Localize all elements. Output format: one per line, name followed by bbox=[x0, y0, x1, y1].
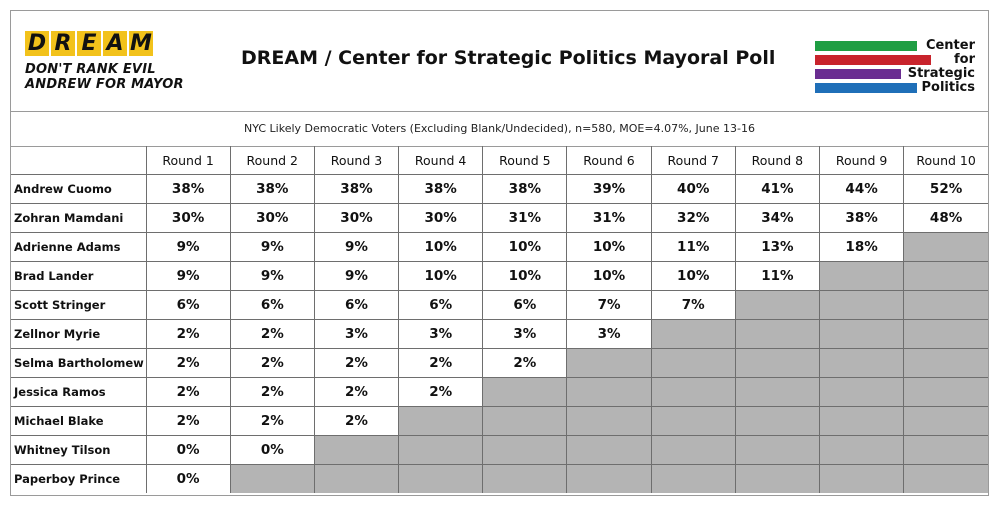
vote-share-cell: 38% bbox=[314, 175, 398, 204]
eliminated-cell bbox=[567, 436, 651, 465]
eliminated-cell bbox=[567, 407, 651, 436]
vote-share-cell: 2% bbox=[483, 349, 567, 378]
poll-table bbox=[11, 146, 988, 493]
eliminated-cell bbox=[230, 465, 314, 494]
eliminated-cell bbox=[483, 465, 567, 494]
eliminated-cell bbox=[399, 407, 483, 436]
vote-share-cell: 40% bbox=[651, 175, 735, 204]
vote-share-cell: 10% bbox=[483, 262, 567, 291]
vote-share-cell: 18% bbox=[820, 233, 904, 262]
eliminated-cell bbox=[904, 349, 988, 378]
vote-share-cell: 6% bbox=[399, 291, 483, 320]
candidate-name: Michael Blake bbox=[11, 407, 146, 436]
eliminated-cell bbox=[820, 320, 904, 349]
candidate-row bbox=[11, 233, 988, 262]
eliminated-cell bbox=[904, 320, 988, 349]
vote-share-cell: 48% bbox=[904, 204, 988, 233]
eliminated-cell bbox=[735, 349, 819, 378]
vote-share-cell: 3% bbox=[483, 320, 567, 349]
eliminated-cell bbox=[904, 262, 988, 291]
vote-share-cell: 2% bbox=[314, 378, 398, 407]
candidate-row bbox=[11, 262, 988, 291]
eliminated-cell bbox=[735, 407, 819, 436]
vote-share-cell: 30% bbox=[230, 204, 314, 233]
vote-share-cell: 10% bbox=[399, 262, 483, 291]
eliminated-cell bbox=[483, 407, 567, 436]
csp-logo-word: for bbox=[954, 52, 975, 67]
csp-color-bar bbox=[815, 69, 901, 79]
eliminated-cell bbox=[567, 378, 651, 407]
vote-share-cell: 44% bbox=[820, 175, 904, 204]
eliminated-cell bbox=[735, 291, 819, 320]
vote-share-cell: 7% bbox=[567, 291, 651, 320]
vote-share-cell: 13% bbox=[735, 233, 819, 262]
vote-share-cell: 30% bbox=[314, 204, 398, 233]
eliminated-cell bbox=[904, 233, 988, 262]
eliminated-cell bbox=[651, 320, 735, 349]
vote-share-cell: 38% bbox=[146, 175, 230, 204]
candidate-name: Scott Stringer bbox=[11, 291, 146, 320]
dream-letter-tile: E bbox=[77, 31, 101, 56]
csp-logo-word: Politics bbox=[921, 80, 975, 95]
dream-letter-tile: D bbox=[25, 31, 49, 56]
csp-logo-word: Center bbox=[925, 38, 975, 53]
vote-share-cell: 7% bbox=[651, 291, 735, 320]
header-corner-cell bbox=[11, 146, 146, 175]
candidate-name: Selma Bartholomew bbox=[11, 349, 146, 378]
vote-share-cell: 10% bbox=[399, 233, 483, 262]
eliminated-cell bbox=[314, 465, 398, 494]
poll-frame bbox=[10, 10, 989, 496]
round-header: Round 7 bbox=[651, 146, 735, 175]
vote-share-cell: 6% bbox=[230, 291, 314, 320]
vote-share-cell: 9% bbox=[314, 233, 398, 262]
eliminated-cell bbox=[567, 465, 651, 494]
vote-share-cell: 0% bbox=[146, 465, 230, 494]
vote-share-cell: 11% bbox=[735, 262, 819, 291]
vote-share-cell: 39% bbox=[567, 175, 651, 204]
vote-share-cell: 2% bbox=[399, 378, 483, 407]
round-header: Round 5 bbox=[483, 146, 567, 175]
candidate-name: Jessica Ramos bbox=[11, 378, 146, 407]
vote-share-cell: 9% bbox=[314, 262, 398, 291]
vote-share-cell: 9% bbox=[230, 262, 314, 291]
vote-share-cell: 2% bbox=[230, 320, 314, 349]
vote-share-cell: 31% bbox=[483, 204, 567, 233]
vote-share-cell: 6% bbox=[483, 291, 567, 320]
vote-share-cell: 0% bbox=[146, 436, 230, 465]
vote-share-cell: 52% bbox=[904, 175, 988, 204]
vote-share-cell: 30% bbox=[146, 204, 230, 233]
eliminated-cell bbox=[651, 436, 735, 465]
candidate-name: Adrienne Adams bbox=[11, 233, 146, 262]
eliminated-cell bbox=[904, 436, 988, 465]
vote-share-cell: 34% bbox=[735, 204, 819, 233]
header bbox=[11, 11, 988, 112]
candidate-row bbox=[11, 407, 988, 436]
vote-share-cell: 10% bbox=[483, 233, 567, 262]
round-header: Round 9 bbox=[820, 146, 904, 175]
csp-color-bar bbox=[815, 83, 917, 93]
candidate-row bbox=[11, 175, 988, 204]
candidate-row bbox=[11, 378, 988, 407]
vote-share-cell: 9% bbox=[146, 262, 230, 291]
vote-share-cell: 2% bbox=[146, 378, 230, 407]
vote-share-cell: 2% bbox=[399, 349, 483, 378]
vote-share-cell: 10% bbox=[651, 262, 735, 291]
vote-share-cell: 2% bbox=[314, 407, 398, 436]
candidate-name: Brad Lander bbox=[11, 262, 146, 291]
dream-wordmark bbox=[25, 31, 185, 56]
vote-share-cell: 0% bbox=[230, 436, 314, 465]
candidate-name: Andrew Cuomo bbox=[11, 175, 146, 204]
eliminated-cell bbox=[314, 436, 398, 465]
csp-logo bbox=[815, 28, 975, 98]
vote-share-cell: 9% bbox=[230, 233, 314, 262]
csp-logo-word: Strategic bbox=[907, 66, 975, 81]
vote-share-cell: 11% bbox=[651, 233, 735, 262]
eliminated-cell bbox=[651, 407, 735, 436]
eliminated-cell bbox=[651, 378, 735, 407]
vote-share-cell: 2% bbox=[314, 349, 398, 378]
round-header: Round 3 bbox=[314, 146, 398, 175]
vote-share-cell: 2% bbox=[230, 349, 314, 378]
round-header: Round 8 bbox=[735, 146, 819, 175]
eliminated-cell bbox=[820, 349, 904, 378]
vote-share-cell: 10% bbox=[567, 233, 651, 262]
vote-share-cell: 3% bbox=[399, 320, 483, 349]
vote-share-cell: 6% bbox=[146, 291, 230, 320]
eliminated-cell bbox=[399, 436, 483, 465]
candidate-row bbox=[11, 436, 988, 465]
vote-share-cell: 38% bbox=[820, 204, 904, 233]
vote-share-cell: 38% bbox=[399, 175, 483, 204]
candidate-row bbox=[11, 204, 988, 233]
vote-share-cell: 10% bbox=[567, 262, 651, 291]
vote-share-cell: 2% bbox=[230, 407, 314, 436]
eliminated-cell bbox=[904, 465, 988, 494]
poll-subtitle: NYC Likely Democratic Voters (Excluding Blank/Undecided), n=580, MOE=4.07%, June 13-16 bbox=[11, 112, 988, 147]
eliminated-cell bbox=[904, 407, 988, 436]
eliminated-cell bbox=[820, 291, 904, 320]
round-header: Round 2 bbox=[230, 146, 314, 175]
candidate-row bbox=[11, 320, 988, 349]
eliminated-cell bbox=[735, 378, 819, 407]
page-title: DREAM / Center for Strategic Politics Mayoral Poll bbox=[241, 47, 776, 69]
dream-logo bbox=[25, 31, 185, 101]
eliminated-cell bbox=[820, 465, 904, 494]
header-row bbox=[11, 146, 988, 175]
eliminated-cell bbox=[820, 407, 904, 436]
candidate-name: Paperboy Prince bbox=[11, 465, 146, 494]
candidate-name: Whitney Tilson bbox=[11, 436, 146, 465]
vote-share-cell: 2% bbox=[146, 349, 230, 378]
csp-color-bar bbox=[815, 41, 917, 51]
vote-share-cell: 32% bbox=[651, 204, 735, 233]
round-header: Round 1 bbox=[146, 146, 230, 175]
eliminated-cell bbox=[904, 291, 988, 320]
vote-share-cell: 2% bbox=[230, 378, 314, 407]
table-body bbox=[11, 175, 988, 494]
eliminated-cell bbox=[820, 378, 904, 407]
vote-share-cell: 38% bbox=[483, 175, 567, 204]
vote-share-cell: 3% bbox=[567, 320, 651, 349]
candidate-row bbox=[11, 465, 988, 494]
dream-slogan-line-2: ANDREW FOR MAYOR bbox=[25, 77, 184, 92]
eliminated-cell bbox=[735, 465, 819, 494]
eliminated-cell bbox=[904, 378, 988, 407]
eliminated-cell bbox=[735, 436, 819, 465]
eliminated-cell bbox=[651, 349, 735, 378]
round-header: Round 10 bbox=[904, 146, 988, 175]
eliminated-cell bbox=[567, 349, 651, 378]
csp-color-bar bbox=[815, 55, 931, 65]
round-header: Round 4 bbox=[399, 146, 483, 175]
eliminated-cell bbox=[820, 262, 904, 291]
vote-share-cell: 30% bbox=[399, 204, 483, 233]
candidate-row bbox=[11, 291, 988, 320]
vote-share-cell: 2% bbox=[146, 320, 230, 349]
candidate-name: Zohran Mamdani bbox=[11, 204, 146, 233]
eliminated-cell bbox=[399, 465, 483, 494]
dream-letter-tile: A bbox=[103, 31, 127, 56]
candidate-name: Zellnor Myrie bbox=[11, 320, 146, 349]
dream-letter-tile: R bbox=[51, 31, 75, 56]
eliminated-cell bbox=[651, 465, 735, 494]
dream-slogan-line-1: DON'T RANK EVIL bbox=[25, 62, 156, 77]
eliminated-cell bbox=[483, 436, 567, 465]
vote-share-cell: 2% bbox=[146, 407, 230, 436]
eliminated-cell bbox=[735, 320, 819, 349]
vote-share-cell: 31% bbox=[567, 204, 651, 233]
vote-share-cell: 3% bbox=[314, 320, 398, 349]
eliminated-cell bbox=[820, 436, 904, 465]
vote-share-cell: 9% bbox=[146, 233, 230, 262]
vote-share-cell: 6% bbox=[314, 291, 398, 320]
eliminated-cell bbox=[483, 378, 567, 407]
candidate-row bbox=[11, 349, 988, 378]
dream-letter-tile: M bbox=[130, 31, 152, 56]
round-header: Round 6 bbox=[567, 146, 651, 175]
vote-share-cell: 41% bbox=[735, 175, 819, 204]
vote-share-cell: 38% bbox=[230, 175, 314, 204]
